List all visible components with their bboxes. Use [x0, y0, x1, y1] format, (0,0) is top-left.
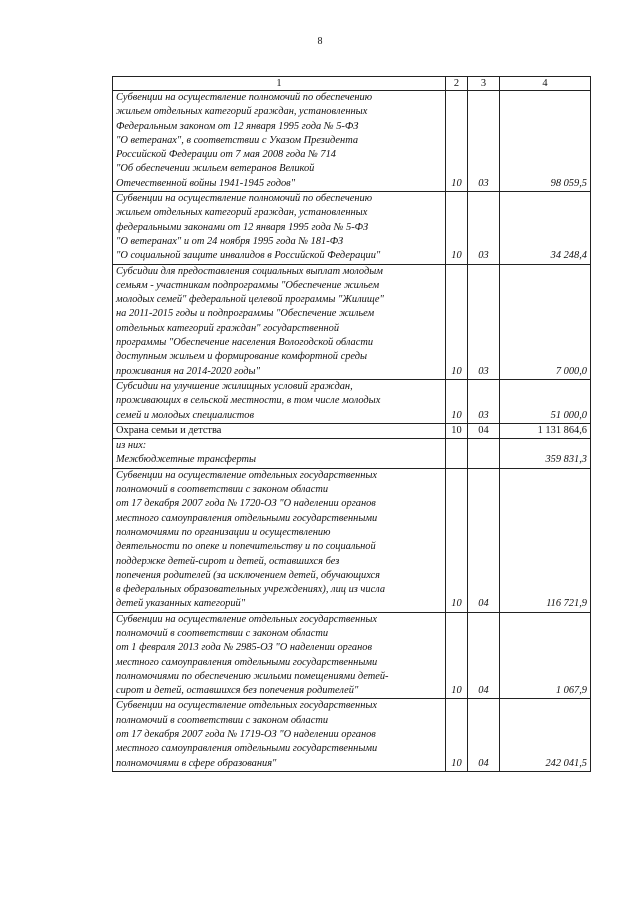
row-amount: 7 000,0 — [500, 264, 591, 379]
row-description: из них: Межбюджетные трансферты — [113, 439, 446, 469]
page-number: 8 — [317, 36, 323, 47]
column-header: 4 — [500, 77, 591, 91]
row-section-code: 10 — [446, 91, 468, 192]
row-amount: 116 721,9 — [500, 468, 591, 612]
row-section-code: 10 — [446, 468, 468, 612]
row-subsection-code: 03 — [468, 264, 500, 379]
table-row — [113, 264, 591, 379]
row-section-code: 10 — [446, 612, 468, 699]
header-row — [113, 77, 591, 91]
table-row — [113, 699, 591, 771]
row-subsection-code: 04 — [468, 612, 500, 699]
column-header: 2 — [446, 77, 468, 91]
row-description: Субсидии для предоставления социальных выплат молодым семьям - участникам подпрограммы "Обеспечение жильем молодых семей" федеральной целевой программы "Жилище" на 2011-2015 годы и подпрограммы "Обеспечение жильем отдельных категорий граждан" государственной программы "Обеспечение населения Вологодской области доступным жильем и формирование комфортной среды проживания на 2014-2020 годы" — [113, 264, 446, 379]
row-description: Субвенции на осуществление отдельных государственных полномочий в соответствии с законом области от 17 декабря 2007 года № 1720-ОЗ "О наделении органов местного самоуправления отдельными государственными полномочиями по организации и осуществлению деятельности по опеке и попечительству и по социальной поддержке детей-сирот и детей, оставшихся без попечения родителей (за исключением детей, обучающихся в федеральных образовательных учреждениях), лиц из числа детей указанных категорий" — [113, 468, 446, 612]
row-subsection-code: 03 — [468, 192, 500, 264]
row-description: Субвенции на осуществление полномочий по обеспечению жильем отдельных категорий граждан, установленных федеральными законами от 12 января 1995 года № 5-ФЗ "О ветеранах" и от 24 ноября 1995 года № 181-ФЗ "О социальной защите инвалидов в Российской Федерации" — [113, 192, 446, 264]
row-subsection-code: 04 — [468, 423, 500, 438]
row-amount: 1 131 864,6 — [500, 423, 591, 438]
row-subsection-code: 03 — [468, 379, 500, 423]
row-amount: 359 831,3 — [500, 439, 591, 469]
table-row — [113, 468, 591, 612]
row-description: Субвенции на осуществление отдельных государственных полномочий в соответствии с законом области от 17 декабря 2007 года № 1719-ОЗ "О наделении органов местного самоуправления отдельными государственными полномочиями в сфере образования" — [113, 699, 446, 771]
row-subsection-code: 04 — [468, 699, 500, 771]
table-row — [113, 91, 591, 192]
row-description: Охрана семьи и детства — [113, 423, 446, 438]
row-amount: 34 248,4 — [500, 192, 591, 264]
row-section-code: 10 — [446, 379, 468, 423]
row-amount: 1 067,9 — [500, 612, 591, 699]
row-subsection-code: 03 — [468, 91, 500, 192]
row-section-code: 10 — [446, 423, 468, 438]
table-row — [113, 612, 591, 699]
row-section-code: 10 — [446, 264, 468, 379]
table-row — [113, 423, 591, 438]
row-amount: 98 059,5 — [500, 91, 591, 192]
row-section-code: 10 — [446, 192, 468, 264]
row-amount: 51 000,0 — [500, 379, 591, 423]
row-subsection-code — [468, 439, 500, 469]
row-description: Субвенции на осуществление полномочий по обеспечению жильем отдельных категорий граждан, установленных Федеральным законом от 12 января 1995 года № 5-ФЗ "О ветеранах", в соответствии с Указом Президента Российской Федерации от 7 мая 2008 года № 714 "Об обеспечении жильем ветеранов Великой Отечественной войны 1941-1945 годов" — [113, 91, 446, 192]
row-description: Субвенции на осуществление отдельных государственных полномочий в соответствии с законом области от 1 февраля 2013 года № 2985-ОЗ "О наделении органов местного самоуправления отдельными государственными полномочиями по обеспечению жилыми помещениями детей- сирот и детей, оставшихся без попечения родителей" — [113, 612, 446, 699]
row-section-code — [446, 439, 468, 469]
table-row — [113, 439, 591, 469]
budget-table — [112, 76, 591, 772]
row-subsection-code: 04 — [468, 468, 500, 612]
row-section-code: 10 — [446, 699, 468, 771]
column-header: 3 — [468, 77, 500, 91]
table-row — [113, 192, 591, 264]
table-row — [113, 379, 591, 423]
column-header: 1 — [113, 77, 446, 91]
row-amount: 242 041,5 — [500, 699, 591, 771]
row-description: Субсидии на улучшение жилищных условий граждан, проживающих в сельской местности, в том числе молодых семей и молодых специалистов — [113, 379, 446, 423]
